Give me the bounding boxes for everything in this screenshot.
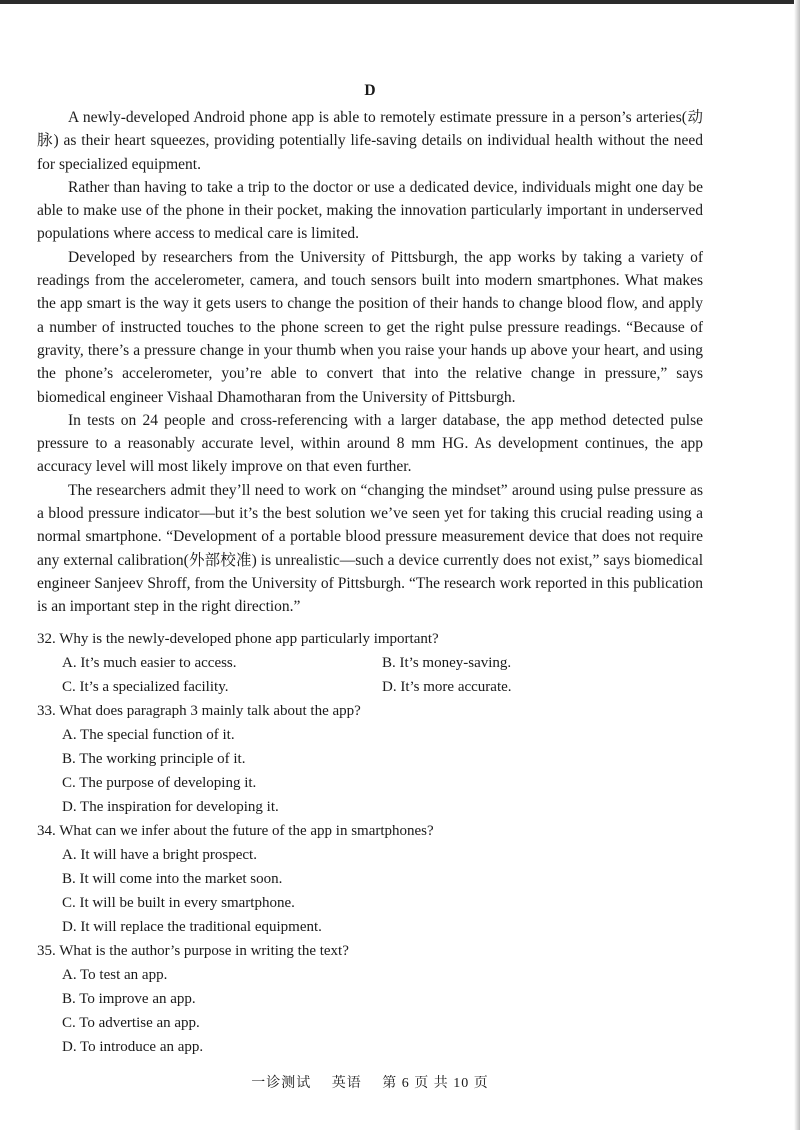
option-b: B. To improve an app.	[62, 991, 196, 1007]
question-33	[37, 699, 703, 819]
question-options	[37, 843, 703, 939]
option-d: D. It’s more accurate.	[382, 679, 512, 695]
option-d: D. To introduce an app.	[62, 1039, 204, 1055]
question-options	[37, 723, 703, 819]
option-c: C. To advertise an app.	[62, 1015, 200, 1031]
question-stem: 33. What does paragraph 3 mainly talk about the app?	[37, 703, 361, 719]
scan-edge-right	[794, 0, 800, 1130]
paragraph-4: In tests on 24 people and cross-referencing with a larger database, the app method detected pulse pressure to a reasonably accurate level, within around 8 mm HG. As development continues, the app accuracy level will most likely improve on that even further.	[37, 411, 703, 476]
option-b: B. It will come into the market soon.	[62, 871, 283, 887]
question-34	[37, 819, 703, 939]
option-a: A. It’s much easier to access.	[62, 655, 237, 671]
option-a: A. To test an app.	[62, 967, 168, 983]
option-b: B. It’s money-saving.	[382, 655, 512, 671]
question-35	[37, 939, 703, 1059]
question-list	[37, 627, 703, 1059]
footer-exam-name: 一诊测试	[251, 1076, 312, 1091]
option-c: C. The purpose of developing it.	[62, 775, 257, 791]
paragraph-1: A newly-developed Android phone app is able to remotely estimate pressure in a person’s arteries(动脉) as their heart squeezes, providing potentially life-saving details on individual health without the need for specialized equipment.	[37, 109, 703, 173]
paragraph-2: Rather than having to take a trip to the doctor or use a dedicated device, individuals might one day be able to make use of the phone in their pocket, making the innovation particularly important in underserved populations where access to medical care is limited.	[37, 178, 703, 243]
question-options	[37, 963, 703, 1059]
reading-passage	[37, 106, 703, 619]
question-stem: 32. Why is the newly-developed phone app particularly important?	[37, 631, 439, 647]
section-letter: D	[364, 82, 376, 99]
question-options	[37, 651, 703, 699]
option-c: C. It will be built in every smartphone.	[62, 895, 295, 911]
option-a: A. The special function of it.	[62, 727, 235, 743]
question-32	[37, 627, 703, 699]
paragraph-3: Developed by researchers from the University of Pittsburgh, the app works by taking a variety of readings from the accelerometer, camera, and touch sensors built into modern smartphones. What makes the app smart is the way it gets users to change the position of their hands to change blood flow, and apply a number of instructed touches to the phone screen to get the right pulse pressure readings. “Because of gravity, there’s a pressure change in your thumb when you raise your hands up above your heart, and using the phone’s accelerometer, you’re able to convert that into the relative change in pressure,” says biomedical engineer Vishaal Dhamotharan from the University of Pittsburgh.	[37, 248, 703, 406]
option-a: A. It will have a bright prospect.	[62, 847, 257, 863]
option-d: D. It will replace the traditional equipment.	[62, 919, 322, 935]
question-stem: 34. What can we infer about the future of the app in smartphones?	[37, 823, 434, 839]
footer-page-number: 第 6 页 共 10 页	[382, 1076, 489, 1091]
option-b: B. The working principle of it.	[62, 751, 246, 767]
page-footer	[0, 1072, 740, 1092]
paragraph-5: The researchers admit they’ll need to work on “changing the mindset” around using pulse pressure as a blood pressure indicator—but it’s the best solution we’ve seen yet for taking this crucial reading using a normal smartphone. “Development of a portable blood pressure measurement device that does not require any external calibration(外部校准) is unrealistic—such a device currently does not exist,” says biomedical engineer Sanjeev Shroff, from the University of Pittsburgh. “The research work reported in this publication is an important step in the right direction.”	[37, 481, 703, 616]
footer-subject: 英语	[331, 1076, 362, 1091]
option-c: C. It’s a specialized facility.	[62, 679, 229, 695]
question-stem: 35. What is the author’s purpose in writing the text?	[37, 943, 349, 959]
option-d: D. The inspiration for developing it.	[62, 799, 279, 815]
scan-edge-top	[0, 0, 800, 4]
